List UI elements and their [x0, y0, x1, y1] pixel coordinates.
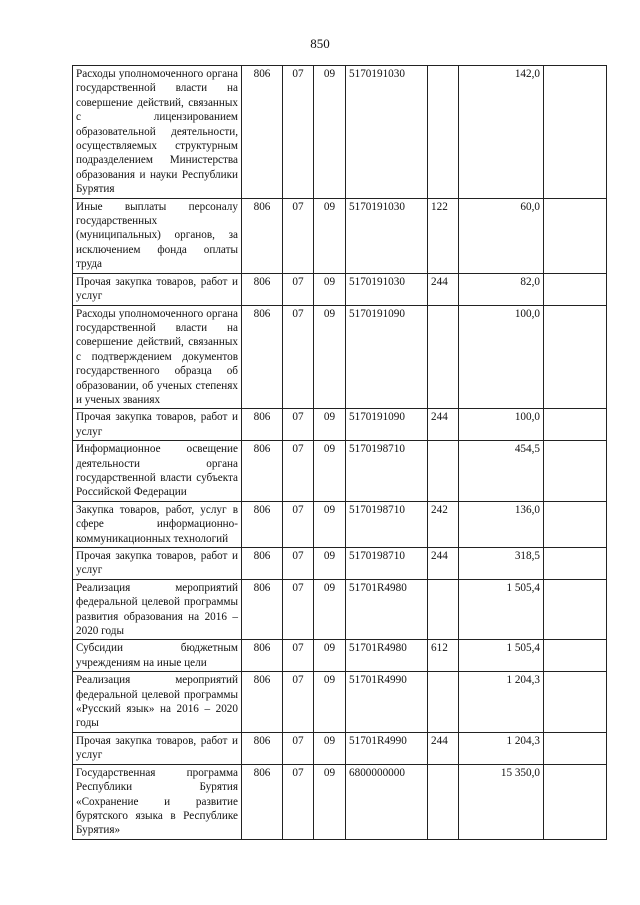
row-ministry-code: 806	[242, 579, 283, 640]
row-target-article: 5170198710	[346, 501, 428, 547]
row-subsection-code: 09	[314, 441, 346, 502]
row-amount: 60,0	[459, 198, 544, 273]
row-section-code: 07	[283, 409, 314, 441]
row-target-article: 51701R4990	[346, 732, 428, 764]
row-amount: 454,5	[459, 441, 544, 502]
row-section-code: 07	[283, 198, 314, 273]
row-target-article: 5170191090	[346, 305, 428, 409]
row-name: Прочая закупка товаров, работ и услуг	[73, 548, 242, 580]
row-section-code: 07	[283, 732, 314, 764]
row-empty-cell	[544, 764, 607, 839]
row-target-article: 5170198710	[346, 441, 428, 502]
row-target-article: 5170191030	[346, 66, 428, 199]
row-name: Иные выплаты персоналу государственных (муниципальных) органов, за исключением фонда оплаты труда	[73, 198, 242, 273]
row-target-article: 51701R4980	[346, 640, 428, 672]
row-empty-cell	[544, 579, 607, 640]
row-section-code: 07	[283, 764, 314, 839]
row-name: Реализация мероприятий федеральной целевой программы «Русский язык» на 2016 – 2020 годы	[73, 672, 242, 733]
table-row	[73, 764, 607, 839]
row-target-article: 51701R4990	[346, 672, 428, 733]
row-ministry-code: 806	[242, 409, 283, 441]
row-subsection-code: 09	[314, 672, 346, 733]
row-amount: 100,0	[459, 409, 544, 441]
row-empty-cell	[544, 672, 607, 733]
row-target-article: 5170191030	[346, 198, 428, 273]
row-subsection-code: 09	[314, 640, 346, 672]
table-row	[73, 198, 607, 273]
row-expense-type: 244	[428, 273, 459, 305]
row-name: Закупка товаров, работ, услуг в сфере информационно-коммуникационных технологий	[73, 501, 242, 547]
budget-table	[72, 65, 607, 840]
row-subsection-code: 09	[314, 579, 346, 640]
row-section-code: 07	[283, 672, 314, 733]
table-row	[73, 579, 607, 640]
row-amount: 1 505,4	[459, 640, 544, 672]
row-empty-cell	[544, 409, 607, 441]
row-ministry-code: 806	[242, 305, 283, 409]
row-amount: 136,0	[459, 501, 544, 547]
row-section-code: 07	[283, 501, 314, 547]
row-target-article: 51701R4980	[346, 579, 428, 640]
row-amount: 1 204,3	[459, 672, 544, 733]
row-ministry-code: 806	[242, 672, 283, 733]
row-name: Субсидии бюджетным учреждениям на иные цели	[73, 640, 242, 672]
table-row	[73, 548, 607, 580]
row-subsection-code: 09	[314, 305, 346, 409]
table-row	[73, 409, 607, 441]
row-section-code: 07	[283, 66, 314, 199]
row-expense-type	[428, 66, 459, 199]
row-amount: 1 204,3	[459, 732, 544, 764]
budget-table-body	[73, 66, 607, 840]
table-row	[73, 501, 607, 547]
row-section-code: 07	[283, 579, 314, 640]
row-subsection-code: 09	[314, 501, 346, 547]
row-amount: 100,0	[459, 305, 544, 409]
row-ministry-code: 806	[242, 198, 283, 273]
row-expense-type: 612	[428, 640, 459, 672]
row-ministry-code: 806	[242, 501, 283, 547]
row-expense-type	[428, 764, 459, 839]
row-expense-type	[428, 305, 459, 409]
row-ministry-code: 806	[242, 732, 283, 764]
page-number: 850	[310, 36, 330, 51]
row-section-code: 07	[283, 640, 314, 672]
row-section-code: 07	[283, 548, 314, 580]
row-expense-type	[428, 441, 459, 502]
row-ministry-code: 806	[242, 640, 283, 672]
row-ministry-code: 806	[242, 441, 283, 502]
row-expense-type: 244	[428, 732, 459, 764]
table-row	[73, 640, 607, 672]
row-amount: 1 505,4	[459, 579, 544, 640]
row-empty-cell	[544, 305, 607, 409]
table-row	[73, 672, 607, 733]
row-expense-type: 244	[428, 409, 459, 441]
row-empty-cell	[544, 501, 607, 547]
table-row	[73, 66, 607, 199]
table-row	[73, 305, 607, 409]
row-subsection-code: 09	[314, 732, 346, 764]
row-amount: 318,5	[459, 548, 544, 580]
table-row	[73, 273, 607, 305]
row-target-article: 5170191030	[346, 273, 428, 305]
row-ministry-code: 806	[242, 66, 283, 199]
row-section-code: 07	[283, 441, 314, 502]
row-empty-cell	[544, 273, 607, 305]
row-empty-cell	[544, 66, 607, 199]
row-empty-cell	[544, 198, 607, 273]
table-row	[73, 441, 607, 502]
row-expense-type	[428, 579, 459, 640]
row-subsection-code: 09	[314, 764, 346, 839]
row-empty-cell	[544, 441, 607, 502]
row-target-article: 5170191090	[346, 409, 428, 441]
row-subsection-code: 09	[314, 548, 346, 580]
row-expense-type: 242	[428, 501, 459, 547]
row-amount: 15 350,0	[459, 764, 544, 839]
row-section-code: 07	[283, 273, 314, 305]
row-expense-type: 244	[428, 548, 459, 580]
row-target-article: 6800000000	[346, 764, 428, 839]
row-subsection-code: 09	[314, 66, 346, 199]
row-ministry-code: 806	[242, 273, 283, 305]
row-name: Прочая закупка товаров, работ и услуг	[73, 409, 242, 441]
row-amount: 82,0	[459, 273, 544, 305]
row-amount: 142,0	[459, 66, 544, 199]
row-subsection-code: 09	[314, 198, 346, 273]
row-expense-type	[428, 672, 459, 733]
row-name: Расходы уполномоченного органа государственной власти на совершение действий, связанных с подтверждением документов государственного образца об образовании, об ученых степенях и ученых званиях	[73, 305, 242, 409]
row-empty-cell	[544, 640, 607, 672]
row-section-code: 07	[283, 305, 314, 409]
row-expense-type: 122	[428, 198, 459, 273]
row-name: Расходы уполномоченного органа государственной власти на совершение действий, связанных с лицензированием образовательной деятельности, осуществляемых структурным подразделением Министерства образования и науки Республики Бурятия	[73, 66, 242, 199]
table-row	[73, 732, 607, 764]
row-name: Государственная программа Республики Бурятия «Сохранение и развитие бурятского языка в Республике Бурятия»	[73, 764, 242, 839]
row-name: Реализация мероприятий федеральной целевой программы развития образования на 2016 – 2020 годы	[73, 579, 242, 640]
row-ministry-code: 806	[242, 548, 283, 580]
row-name: Прочая закупка товаров, работ и услуг	[73, 273, 242, 305]
row-subsection-code: 09	[314, 273, 346, 305]
row-empty-cell	[544, 548, 607, 580]
row-target-article: 5170198710	[346, 548, 428, 580]
row-subsection-code: 09	[314, 409, 346, 441]
row-name: Прочая закупка товаров, работ и услуг	[73, 732, 242, 764]
row-empty-cell	[544, 732, 607, 764]
row-name: Информационное освещение деятельности органа государственной власти субъекта Российской Федерации	[73, 441, 242, 502]
row-ministry-code: 806	[242, 764, 283, 839]
